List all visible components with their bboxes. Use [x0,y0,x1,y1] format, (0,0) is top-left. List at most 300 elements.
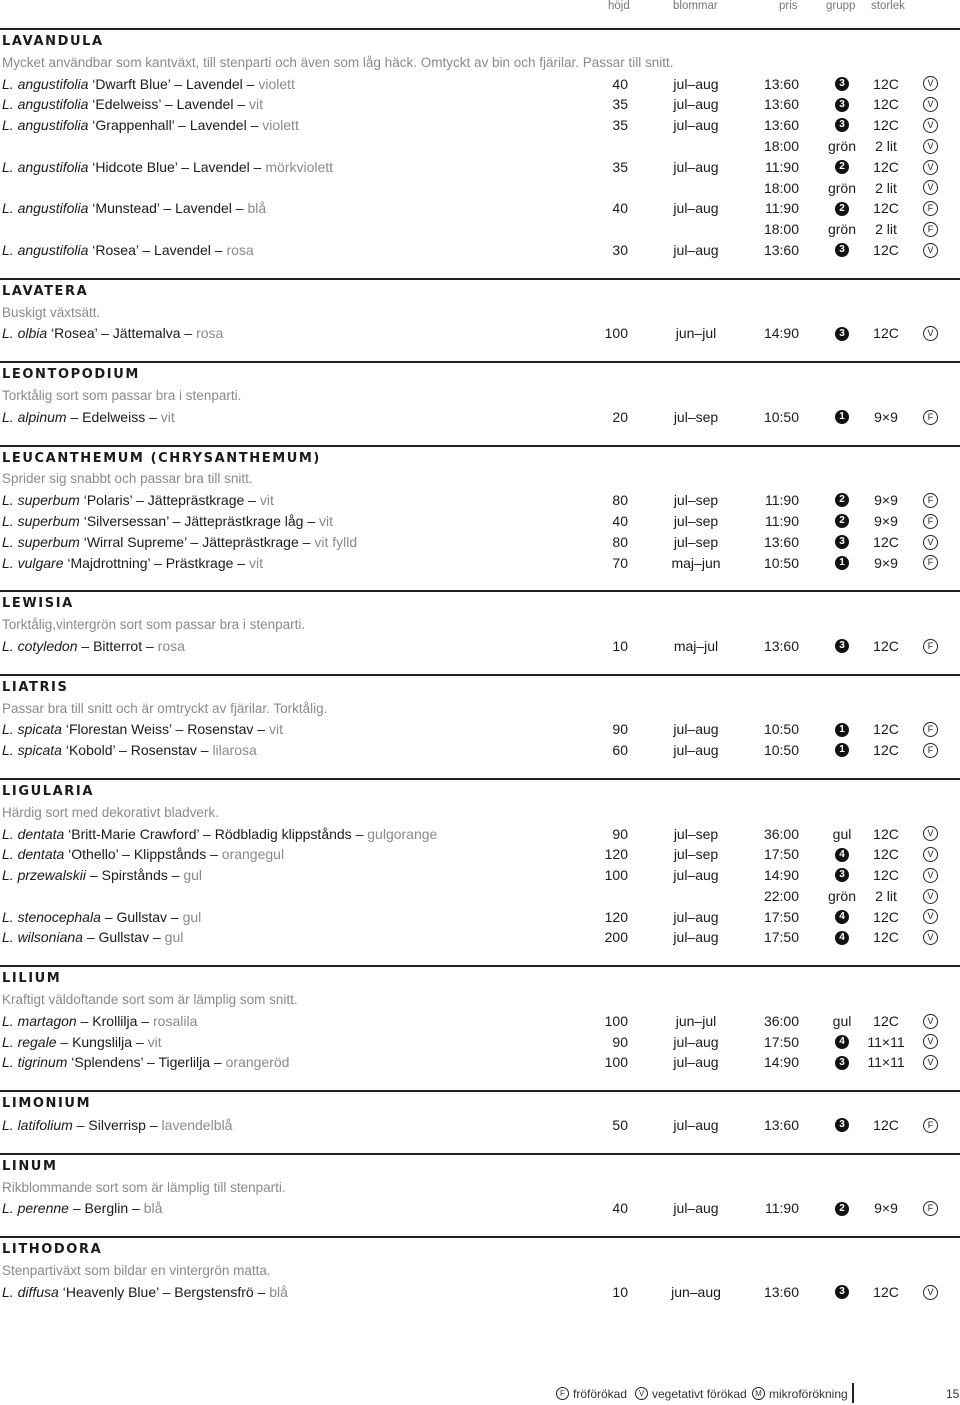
plant-name: L. regale – Kungslilja – vit [2,1033,162,1050]
plant-section [0,965,960,1073]
flower-color: rosa [226,241,254,258]
group-label: grön [827,221,857,238]
group-number-badge: 3 [835,639,849,653]
swedish-name: Klippstånds [133,846,207,863]
cultivar-name: ‘Majdrottning’ [67,554,151,571]
plant-section [0,1090,960,1136]
propagation-type [923,511,939,532]
plant-section [0,1153,960,1219]
swedish-name: Prästkrage [165,554,234,571]
legend-item-seed [556,1387,627,1401]
propagation-type [923,553,939,574]
bloom-period: jul–aug [673,96,719,113]
price-group [818,1032,866,1053]
vegetative-propagated-icon: V [923,180,938,195]
price-value: 14:90 [763,867,799,884]
seed-propagated-icon: F [923,1118,938,1133]
price-group [818,219,866,240]
price-group [818,490,866,511]
propagation-type [923,927,939,948]
footer [0,1383,960,1405]
latin-name: L. diffusa [2,1283,59,1300]
plant-name: L. diffusa ‘Heavenly Blue’ – Bergstensfrö – blå [2,1283,288,1300]
bloom-period: jul–aug [673,867,719,884]
plant-row [0,407,960,428]
swedish-name: Krollilja [92,1012,138,1029]
bloom-period: jul–aug [673,1117,719,1134]
vegetative-propagated-icon: V [923,97,938,112]
price-group [818,824,866,845]
price-value: 10:50 [763,742,799,759]
bloom-period: jul–aug [673,75,719,92]
height-value: 50 [612,1117,628,1134]
swedish-name: Rosenstav [187,721,254,738]
price-group [818,553,866,574]
price-group [818,1011,866,1032]
plant-row [0,719,960,740]
plant-name: L. angustifolia ‘Munstead’ – Lavendel – blå [2,200,267,217]
vegetative-propagated-icon: V [923,1285,938,1300]
height-value: 80 [612,492,628,509]
price-group [818,74,866,95]
swedish-name: Rödbladig klippstånds [214,825,352,842]
flower-color: vit [147,1033,162,1050]
plant-row [0,511,960,532]
vegetative-propagated-icon: V [923,889,938,904]
bloom-period: jun–jul [675,1012,717,1029]
section-description: Rikblommande sort som är lämplig till stenparti. [2,1179,286,1195]
legend-item-vegetative [635,1387,747,1401]
price-group [818,198,866,219]
height-value: 40 [612,200,628,217]
plant-row [0,1011,960,1032]
propagation-type [923,532,939,553]
cultivar-name: ‘Edelweiss’ [92,96,162,113]
latin-name: L. spicata [2,742,62,759]
pot-size: 12C [873,325,899,342]
price-group [818,323,866,344]
cultivar-name: ‘Heavenly Blue’ [62,1283,159,1300]
group-number-badge: 2 [835,202,849,216]
propagation-type [923,407,939,428]
legend-item-micro [752,1387,848,1401]
price-value: 14:90 [763,1054,799,1071]
plant-row [0,553,960,574]
pot-size: 12C [873,637,899,654]
group-label: grön [827,179,857,196]
pot-size: 9×9 [874,512,898,529]
price-group [818,1282,866,1303]
swedish-name: Tigerlilja [158,1054,211,1071]
plant-name: L. perenne – Berglin – blå [2,1200,163,1217]
price-value: 11:90 [765,492,799,509]
price-value: 11:90 [765,1200,799,1217]
column-headers [0,0,960,14]
section-description: Kraftigt väldoftande sort som är lämplig som snitt. [2,992,298,1008]
flower-color: rosalila [153,1012,198,1029]
latin-name: L. angustifolia [2,96,89,113]
cultivar-name: ‘Rosea’ [51,325,98,342]
cultivar-name: ‘Kobold’ [65,742,116,759]
price-value: 13:60 [763,533,799,550]
vegetative-propagated-icon: V [923,847,938,862]
flower-color: vit [259,492,274,509]
plant-section [0,590,960,656]
plant-name: L. dentata ‘Britt-Marie Crawford’ – Rödbladig klippstånds – gulgorange [2,825,438,842]
pot-size: 2 lit [875,179,897,196]
price-value: 17:50 [763,929,799,946]
price-value: 13:60 [763,241,799,258]
cultivar-name: ‘Splendens’ [71,1054,144,1071]
latin-name: L. perenne [2,1200,69,1217]
plant-row [0,323,960,344]
section-title: LIMONIUM [2,1096,92,1112]
latin-name: L. spicata [2,721,62,738]
price-value: 18:00 [763,221,799,238]
group-number-badge: 3 [835,1118,849,1132]
latin-name: L. vulgare [2,554,64,571]
price-value: 22:00 [763,887,799,904]
propagation-type [923,1052,939,1073]
bloom-period: jul–aug [673,908,719,925]
latin-name: L. przewalskii [2,867,87,884]
pot-size: 12C [873,846,899,863]
bloom-period: jun–aug [671,1283,721,1300]
swedish-name: Bergstensfrö [174,1283,254,1300]
flower-color: vit [248,554,263,571]
height-value: 90 [612,825,628,842]
pot-size: 9×9 [874,554,898,571]
group-number-badge: 3 [835,118,849,132]
column-header-bloom: blommar [673,0,718,12]
group-label: grön [827,137,857,154]
group-number-badge: 4 [835,910,849,924]
column-header-group: grupp [826,0,856,12]
bloom-period: jul–aug [673,929,719,946]
flower-color: blå [143,1200,163,1217]
price-value: 10:50 [763,408,799,425]
latin-name: L. superbum [2,492,80,509]
plant-name: L. vulgare ‘Majdrottning’ – Prästkrage – vit [2,554,263,571]
plant-name: L. angustifolia ‘Edelweiss’ – Lavendel – vit [2,96,264,113]
bloom-period: jul–sep [673,512,719,529]
height-value: 10 [612,1283,628,1300]
group-label: gul [832,825,852,842]
flower-color: gul [164,929,184,946]
price-group [818,240,866,261]
bloom-period: jul–aug [673,241,719,258]
vegetative-propagated-icon: V [923,243,938,258]
group-number-badge: 4 [835,1035,849,1049]
plant-row [0,1198,960,1219]
price-value: 13:60 [763,117,799,134]
bloom-period: jul–aug [673,1033,719,1050]
plant-row [0,94,960,115]
plant-row [0,824,960,845]
pot-size: 11×11 [867,1033,905,1050]
propagation-type [923,740,939,761]
legend-label: fröförökad [573,1387,628,1401]
plant-name: L. spicata ‘Kobold’ – Rosenstav – lilarosa [2,742,257,759]
latin-name: L. olbia [2,325,48,342]
latin-name: L. cotyledon [2,637,78,654]
flower-color: gul [182,908,202,925]
price-group [818,865,866,886]
plant-name: L. przewalskii – Spirstånds – gul [2,867,203,884]
pot-size: 2 lit [875,221,897,238]
pot-size: 11×11 [867,1054,905,1071]
latin-name: L. dentata [2,825,65,842]
vegetative-propagated-icon: V [923,76,938,91]
pot-size: 12C [873,1117,899,1134]
section-title: LIATRIS [2,679,69,695]
flower-color: gulgorange [367,825,438,842]
seed-propagated-icon: F [923,639,938,654]
bloom-period: jul–sep [673,825,719,842]
plant-section [0,445,960,574]
flower-color: lilarosa [212,742,257,759]
section-description: Stenpartiväxt som bildar en vintergrön matta. [2,1263,271,1279]
propagation-type [923,94,939,115]
latin-name: L. superbum [2,512,80,529]
group-number-badge: 3 [835,1285,849,1299]
pot-size: 12C [873,867,899,884]
flower-color: lavendelblå [161,1117,233,1134]
height-value: 90 [612,721,628,738]
plant-row [0,1052,960,1073]
propagation-type [923,844,939,865]
propagation-type [923,136,939,157]
height-value: 35 [612,117,628,134]
pot-size: 12C [873,929,899,946]
plant-row [0,865,960,886]
plant-name: L. superbum ‘Silversessan’ – Jätteprästkrage låg – vit [2,512,334,529]
latin-name: L. angustifolia [2,75,89,92]
seed-propagated-icon: F [923,201,938,216]
latin-name: L. latifolium [2,1117,73,1134]
pot-size: 12C [873,96,899,113]
group-number-badge: 3 [835,327,849,341]
cultivar-name: ‘Wirral Supreme’ [83,533,187,550]
latin-name: L. stenocephala [2,908,101,925]
plant-name: L. alpinum – Edelweiss – vit [2,408,175,425]
swedish-name: Lavendel [189,117,247,134]
swedish-name: Bitterrot [93,637,143,654]
bloom-period: jul–aug [673,1054,719,1071]
swedish-name: Gullstav [98,929,150,946]
height-value: 100 [604,1012,628,1029]
plant-row [0,240,960,261]
bloom-period: jul–sep [673,846,719,863]
plant-name: L. spicata ‘Florestan Weiss’ – Rosenstav – vit [2,721,283,738]
flower-color: violett [258,75,295,92]
seed-propagated-icon: F [556,1387,569,1400]
group-number-badge: 3 [835,77,849,91]
plant-section [0,361,960,427]
swedish-name: Rosenstav [130,742,197,759]
plant-name: L. superbum ‘Wirral Supreme’ – Jätteprästkrage – vit fylld [2,533,358,550]
plant-catalog [0,28,960,1320]
page-number-divider [852,1383,854,1403]
cultivar-name: ‘Dwarft Blue’ [92,75,171,92]
group-number-badge: 3 [835,868,849,882]
cultivar-name: ‘Othello’ [68,846,119,863]
plant-row [0,1115,960,1136]
price-group [818,511,866,532]
price-value: 13:60 [763,1283,799,1300]
price-group [818,1115,866,1136]
propagation-type [923,323,939,344]
pot-size: 9×9 [874,1200,898,1217]
seed-propagated-icon: F [923,555,938,570]
swedish-name: Kungslilja [72,1033,132,1050]
vegetative-propagated-icon: V [923,1014,938,1029]
vegetative-propagated-icon: V [923,1034,938,1049]
vegetative-propagated-icon: V [923,826,938,841]
plant-name: L. wilsoniana – Gullstav – gul [2,929,184,946]
group-number-badge: 1 [835,723,849,737]
swedish-name: Jätteprästkrage [147,492,245,509]
propagation-type [923,1198,939,1219]
height-value: 40 [612,512,628,529]
price-value: 14:90 [763,325,799,342]
group-number-badge: 4 [835,931,849,945]
flower-color: vit [160,408,175,425]
flower-color: vit [319,512,334,529]
plant-section [0,28,960,261]
section-title: LEONTOPODIUM [2,367,140,383]
group-number-badge: 4 [835,848,849,862]
section-title: LEWISIA [2,596,74,612]
variant-row [0,136,960,157]
pot-size: 2 lit [875,137,897,154]
latin-name: L. martagon [2,1012,77,1029]
height-value: 60 [612,742,628,759]
price-group [818,636,866,657]
price-group [818,136,866,157]
height-value: 40 [612,1200,628,1217]
latin-name: L. tigrinum [2,1054,68,1071]
plant-name: L. angustifolia ‘Rosea’ – Lavendel – rosa [2,241,254,258]
price-group [818,115,866,136]
price-value: 13:60 [763,1117,799,1134]
propagation-type [923,1115,939,1136]
flower-color: gul [183,867,203,884]
price-group [818,719,866,740]
cultivar-name: ‘Britt-Marie Crawford’ [68,825,200,842]
price-value: 17:50 [763,846,799,863]
price-value: 18:00 [763,137,799,154]
price-group [818,907,866,928]
vegetative-propagated-icon: V [923,139,938,154]
swedish-name: Lavendel [176,96,234,113]
pot-size: 2 lit [875,887,897,904]
price-value: 13:60 [763,637,799,654]
column-header-price: pris [779,0,798,12]
flower-color: blå [247,200,267,217]
latin-name: L. wilsoniana [2,929,83,946]
legend-label: vegetativt förökad [652,1387,747,1401]
pot-size: 12C [873,825,899,842]
column-header-size: storlek [871,0,905,12]
plant-name: L. tigrinum ‘Splendens’ – Tigerlilja – orangeröd [2,1054,290,1071]
section-title: LAVANDULA [2,34,104,49]
price-group [818,532,866,553]
plant-name: L. superbum ‘Polaris’ – Jätteprästkrage – vit [2,492,274,509]
section-description: Passar bra till snitt och är omtryckt av fjärilar. Torktålig. [2,700,328,716]
group-number-badge: 1 [835,743,849,757]
section-description: Torktålig,vintergrön sort som passar bra i stenparti. [2,617,306,633]
plant-name: L. cotyledon – Bitterrot – rosa [2,637,185,654]
seed-propagated-icon: F [923,743,938,758]
variant-row [0,178,960,199]
vegetative-propagated-icon: V [923,930,938,945]
plant-row [0,1032,960,1053]
price-group [818,157,866,178]
seed-propagated-icon: F [923,222,938,237]
propagation-type [923,178,939,199]
pot-size: 12C [873,200,899,217]
group-number-badge: 2 [835,1202,849,1216]
group-number-badge: 2 [835,514,849,528]
height-value: 35 [612,96,628,113]
section-description: Torktålig sort som passar bra i stenparti. [2,387,242,403]
price-value: 13:60 [763,96,799,113]
plant-row [0,927,960,948]
price-value: 11:90 [765,158,799,175]
vegetative-propagated-icon: V [923,326,938,341]
propagation-type [923,1032,939,1053]
plant-row [0,740,960,761]
latin-name: L. alpinum [2,408,67,425]
group-label: grön [827,887,857,904]
section-title: LINUM [2,1158,58,1174]
propagation-type [923,824,939,845]
plant-row [0,157,960,178]
group-number-badge: 3 [835,98,849,112]
plant-name: L. stenocephala – Gullstav – gul [2,908,202,925]
propagation-type [923,74,939,95]
plant-section [0,1236,960,1302]
bloom-period: jul–sep [673,492,719,509]
height-value: 20 [612,408,628,425]
bloom-period: maj–jun [671,554,721,571]
pot-size: 9×9 [874,408,898,425]
plant-name: L. olbia ‘Rosea’ – Jättemalva – rosa [2,325,224,342]
flower-color: vit [268,721,283,738]
section-description: Mycket användbar som kantväxt, till stenparti och även som låg häck. Omtyckt av bin och fjärilar. Passar till snitt. [2,54,674,70]
plant-row [0,907,960,928]
propagation-type [923,240,939,261]
section-title: LITHODORA [2,1242,103,1258]
swedish-name: Lavendel [175,200,232,217]
section-title: LEUCANTHEMUM (CHRYSANTHEMUM) [2,450,321,466]
propagation-type [923,1011,939,1032]
height-value: 100 [604,1054,628,1071]
propagation-type [923,157,939,178]
plant-row [0,1282,960,1303]
latin-name: L. regale [2,1033,57,1050]
pot-size: 12C [873,241,899,258]
flower-color: rosa [196,325,224,342]
vegetative-propagated-icon: V [923,160,938,175]
height-value: 120 [604,908,628,925]
pot-size: 12C [873,117,899,134]
price-group [818,178,866,199]
group-number-badge: 1 [835,410,849,424]
section-title: LILIUM [2,971,62,987]
vegetative-propagated-icon: V [923,535,938,550]
